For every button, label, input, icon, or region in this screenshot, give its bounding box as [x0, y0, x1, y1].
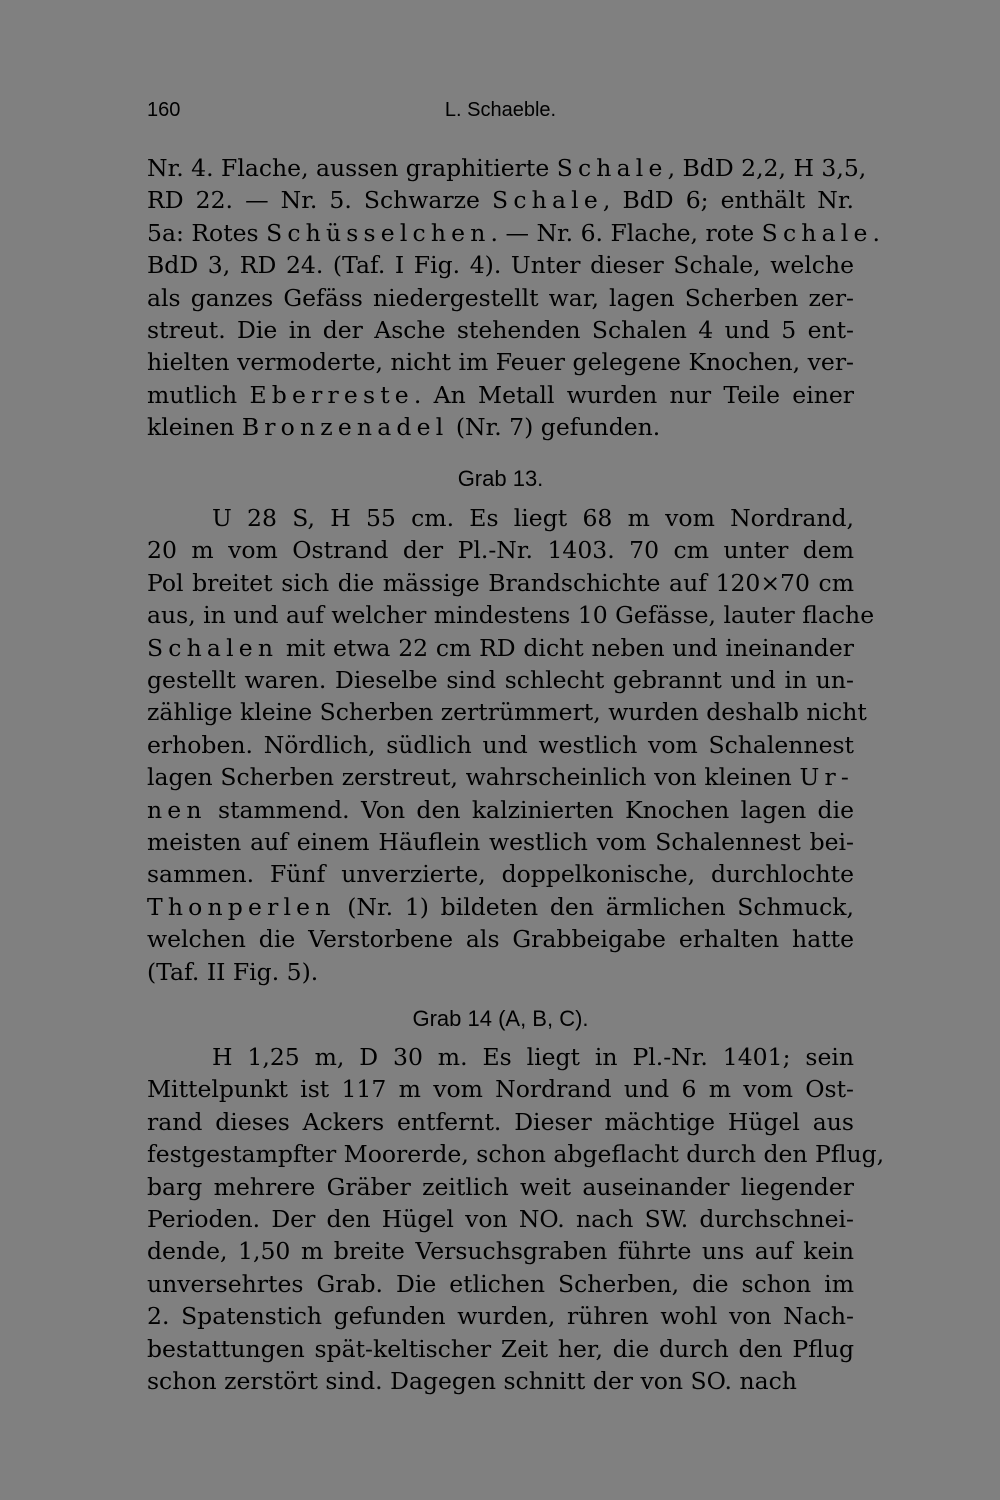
text-segment: als ganzes Gefäss niedergestellt war, lagen Scherben zer-: [147, 283, 854, 312]
text-segment: , BdD 2,2, H 3,5,: [667, 154, 867, 182]
text-line: [147, 923, 854, 955]
heading-grab-14: Grab 14 (A, B, C).: [412, 1006, 589, 1031]
text-segment: erhoben. Nördlich, südlich und westlich vom Schalennest: [147, 730, 854, 759]
text-segment: kleinen: [147, 413, 242, 442]
text-line: [147, 1300, 854, 1332]
text-segment: lagen Scherben zerstreut, wahrscheinlich von kleinen: [147, 763, 800, 792]
text-segment: festgestampfter Moorerde, schon abgeflacht durch den Pflug,: [147, 1140, 885, 1169]
text-line: [147, 599, 875, 631]
text-line: [147, 346, 854, 378]
text-segment: Pol breitet sich die mässige Brandschichte auf 120×70 cm: [147, 568, 854, 597]
text-segment: hielten vermoderte, nicht im Feuer gelegene Knochen, ver-: [147, 348, 854, 377]
text-segment: bestattungen spät-keltischer Zeit her, die durch den Pflug: [147, 1334, 854, 1363]
text-segment: barg mehrere Gräber zeitlich weit auseinander liegender: [147, 1172, 854, 1201]
page-number: 160: [147, 99, 181, 121]
text-segment: . — Nr. 6. Flache, rote: [490, 218, 762, 247]
text-segment: zählige kleine Scherben zertrümmert, wurden deshalb nicht: [147, 698, 867, 727]
text-line: [147, 696, 867, 728]
text-line: [147, 1268, 854, 1300]
text-line: [147, 379, 854, 411]
text-segment: H 1,25 m, D 30 m. Es liegt in Pl.-Nr. 1401; sein: [212, 1043, 854, 1071]
text-segment: unversehrtes Grab. Die etlichen Scherben, die schon im: [147, 1269, 854, 1298]
text-segment: Nr. 4. Flache, aussen graphitierte: [147, 154, 557, 182]
text-segment: .: [872, 218, 881, 247]
spaced-text: Schale: [761, 218, 873, 247]
text-segment: 5a: Rotes: [147, 218, 267, 247]
spaced-text: Ur-: [799, 763, 854, 792]
text-line: [147, 184, 854, 216]
text-segment: welchen die Verstorbene als Grabbeigabe erhalten hatte: [147, 925, 854, 954]
text-segment: meisten auf einem Häuflein westlich vom Schalennest bei-: [147, 828, 854, 856]
text-line: [147, 1203, 854, 1235]
spaced-text: Schalen: [147, 633, 279, 662]
spaced-text: Schale: [556, 154, 668, 182]
text-line: [147, 956, 854, 988]
text-segment: schon zerstört sind. Dagegen schnitt der von SO. nach: [147, 1367, 797, 1395]
spaced-text: Bronzenadel: [241, 413, 449, 442]
text-line: [147, 1073, 854, 1105]
text-line: [147, 664, 854, 696]
text-segment: rand dieses Ackers entfernt. Dieser mächtige Hügel aus: [147, 1107, 854, 1136]
text-line: [147, 1333, 854, 1365]
spaced-text: Thonperlen: [147, 892, 336, 921]
text-line: [147, 217, 881, 249]
spaced-text: Eberreste: [249, 380, 414, 409]
text-line: [147, 1365, 854, 1397]
text-segment: RD 22. — Nr. 5. Schwarze: [147, 186, 493, 215]
text-segment: gestellt waren. Dieselbe sind schlecht gebrannt und in un-: [147, 666, 854, 694]
text-segment: (Nr. 1) bildeten den ärmlichen Schmuck,: [335, 892, 854, 921]
text-line: [147, 1138, 885, 1170]
text-line: [147, 891, 854, 923]
text-segment: (Taf. II Fig. 5).: [147, 957, 319, 986]
text-line: [147, 1171, 854, 1203]
text-segment: aus, in und auf welcher mindestens 10 Gefässe, lauter flache: [147, 601, 875, 630]
text-line: [147, 152, 867, 184]
text-line: [147, 826, 854, 858]
spaced-text: Schüsselchen: [266, 218, 491, 247]
text-segment: , BdD 6; enthält Nr.: [602, 186, 854, 215]
text-line: [147, 729, 854, 761]
text-segment: mit etwa 22 cm RD dicht neben und ineinander: [278, 633, 854, 662]
text-line: [147, 411, 854, 443]
running-head: L. Schaeble.: [444, 99, 557, 121]
text-line: [147, 282, 854, 314]
text-segment: dende, 1,50 m breite Versuchsgraben führte uns auf kein: [147, 1237, 854, 1266]
text-line: [147, 567, 854, 599]
text-line: [212, 502, 854, 534]
heading-grab-13: Grab 13.: [457, 466, 544, 491]
text-line: [147, 314, 854, 346]
spaced-text: Schale: [492, 186, 603, 215]
text-segment: 20 m vom Ostrand der Pl.-Nr. 1403. 70 cm unter dem: [147, 536, 854, 565]
text-segment: Perioden. Der den Hügel von NO. nach SW. durchschnei-: [147, 1205, 854, 1233]
text-segment: 2. Spatenstich gefunden wurden, rühren wohl von Nach-: [147, 1302, 854, 1331]
page-header: [147, 99, 854, 129]
spaced-text: nen: [147, 795, 207, 824]
text-line: [147, 761, 854, 793]
text-line: [147, 1106, 854, 1138]
text-line: [147, 794, 854, 826]
text-segment: mutlich: [147, 380, 250, 409]
text-line: [147, 534, 854, 566]
text-segment: sammen. Fünf unverzierte, doppelkonische, durchlochte: [147, 860, 854, 889]
text-line: [147, 1235, 854, 1267]
text-line: [147, 858, 854, 890]
text-segment: Mittelpunkt ist 117 m vom Nordrand und 6 m vom Ost-: [147, 1075, 854, 1104]
text-segment: streut. Die in der Asche stehenden Schalen 4 und 5 ent-: [147, 316, 854, 344]
text-segment: stammend. Von den kalzinierten Knochen lagen die: [206, 795, 854, 824]
text-segment: U 28 S, H 55 cm. Es liegt 68 m vom Nordrand,: [212, 504, 854, 532]
text-line: [147, 249, 854, 281]
text-segment: BdD 3, RD 24. (Taf. I Fig. 4). Unter dieser Schale, welche: [147, 251, 854, 280]
text-segment: . An Metall wurden nur Teile einer: [413, 380, 854, 409]
text-segment: (Nr. 7) gefunden.: [448, 413, 661, 442]
text-line: [147, 632, 854, 664]
text-line: [212, 1041, 854, 1073]
